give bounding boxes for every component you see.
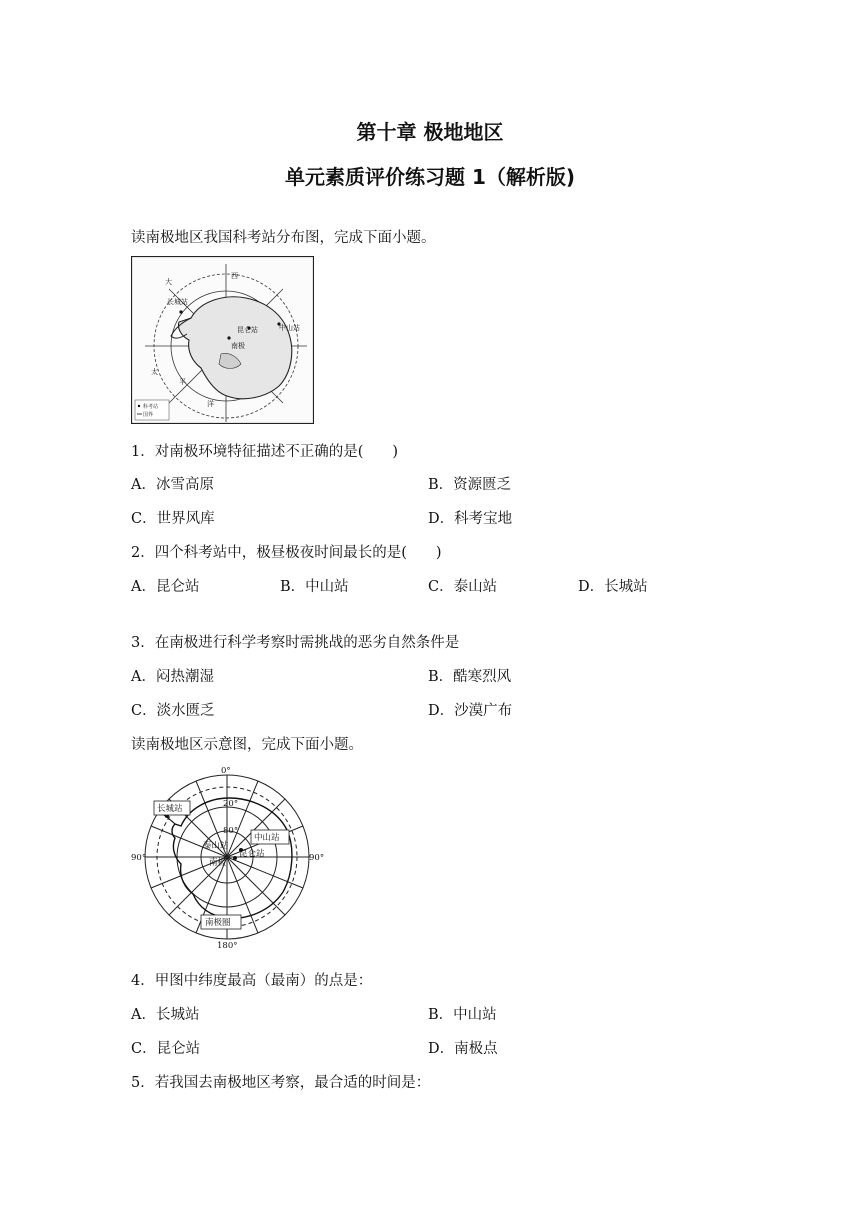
chapter-title: 第十章 极地地区 bbox=[356, 120, 504, 144]
intro-text-1: 读南极地区我国科考站分布图，完成下面小题。 bbox=[131, 230, 436, 246]
svg-text:科考站: 科考站 bbox=[143, 404, 159, 410]
svg-text:国界: 国界 bbox=[143, 412, 154, 418]
sub-title: 单元素质评价练习题 1（解析版) bbox=[284, 165, 576, 189]
question-3-stem: 3．在南极进行科学考察时需挑战的恶劣自然条件是 bbox=[131, 635, 460, 651]
map2-lon-90-left: 90° bbox=[131, 853, 147, 863]
map1-label-tai: 太 bbox=[151, 368, 158, 376]
q3-option-b[interactable]: B．酷寒烈风 bbox=[428, 669, 512, 685]
q1-option-d[interactable]: D．科考宝地 bbox=[428, 511, 513, 527]
map2-label-antarctic-circle: 南极圈 bbox=[205, 918, 231, 928]
q2-option-a[interactable]: A．昆仑站 bbox=[131, 579, 200, 595]
q4-option-b[interactable]: B．中山站 bbox=[428, 1007, 497, 1023]
q2-option-b[interactable]: B．中山站 bbox=[280, 579, 349, 595]
q4-option-c[interactable]: C．昆仑站 bbox=[131, 1041, 201, 1057]
q3-option-d[interactable]: D．沙漠广布 bbox=[428, 703, 513, 719]
q4-option-d[interactable]: D．南极点 bbox=[428, 1041, 498, 1057]
q1-option-c[interactable]: C．世界风库 bbox=[131, 511, 215, 527]
map2-label-zhongshan: 中山站 bbox=[254, 833, 280, 843]
map2-lon-0: 0° bbox=[221, 766, 231, 776]
q2-option-d[interactable]: D．长城站 bbox=[578, 579, 648, 595]
question-4-stem: 4．甲图中纬度最高（最南）的点是： bbox=[131, 973, 373, 989]
map1-label-kunlun: 昆仑站 bbox=[237, 326, 258, 334]
q1-option-b[interactable]: B．资源匮乏 bbox=[428, 477, 512, 493]
q1-option-a[interactable]: A．冰雪高原 bbox=[131, 477, 214, 493]
q2-option-c[interactable]: C．泰山站 bbox=[428, 579, 498, 595]
map1-label-yang: 洋 bbox=[207, 400, 214, 408]
map1-label-zhongshan: 中山站 bbox=[279, 324, 300, 332]
question-5-stem: 5．若我国去南极地区考察，最合适的时间是： bbox=[131, 1075, 431, 1091]
map2-label-changcheng: 长城站 bbox=[157, 804, 183, 814]
map1-label-south-pole: 南极 bbox=[231, 342, 245, 350]
map2-label-south-pole: 南极 bbox=[209, 858, 227, 868]
map1-label-ping: 平 bbox=[179, 378, 186, 386]
q3-option-a[interactable]: A．闷热潮湿 bbox=[131, 669, 214, 685]
intro-text-2: 读南极地区示意图，完成下面小题。 bbox=[131, 737, 363, 753]
map2-label-taishan: 泰山站 bbox=[203, 841, 229, 851]
map2-lon-90-right: 90° bbox=[309, 853, 325, 863]
map2-lon-180: 180° bbox=[217, 941, 238, 950]
map1-label-xi: 西 bbox=[231, 272, 238, 280]
q3-option-c[interactable]: C．淡水匮乏 bbox=[131, 703, 215, 719]
antarctic-schematic-map bbox=[131, 764, 327, 950]
question-2-stem: 2．四个科考站中，极昼极夜时间最长的是( ) bbox=[131, 545, 442, 561]
question-1-stem: 1．对南极环境特征描述不正确的是( ) bbox=[131, 444, 399, 460]
antarctic-stations-map bbox=[131, 256, 314, 424]
map2-lat-60: 20° bbox=[223, 799, 239, 809]
q4-option-a[interactable]: A．长城站 bbox=[131, 1007, 200, 1023]
map1-label-da: 大 bbox=[165, 278, 172, 286]
map1-label-changcheng: 长城站 bbox=[167, 298, 188, 306]
map2-label-kunlun: 昆仑站 bbox=[239, 849, 265, 859]
map2-lat-80: 80° bbox=[223, 826, 239, 836]
